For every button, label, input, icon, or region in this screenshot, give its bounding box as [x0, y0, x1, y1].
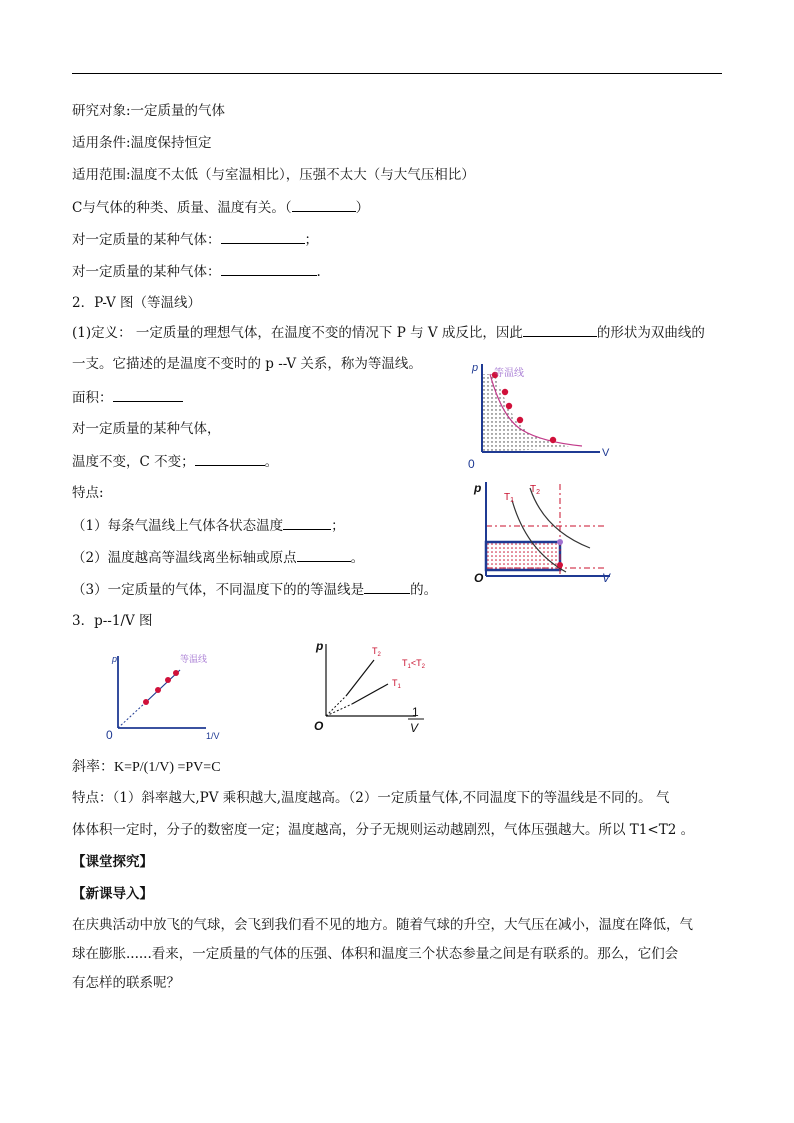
line-feature-3: （3）一定质量的气体，不同温度下的的等温线是 的。 — [72, 579, 437, 600]
axis-label-v: V — [602, 447, 610, 459]
state-point — [550, 437, 556, 443]
line-temp-const: 温度不变，C 不变； 。 — [72, 451, 278, 472]
label-t2: $T_2$ — [372, 646, 381, 658]
header-rule — [72, 73, 722, 74]
line-c-factors: C与气体的种类、质量、温度有关。（ ） — [72, 197, 369, 218]
shaded-area — [482, 374, 574, 452]
origin-label: O — [474, 571, 484, 585]
temperature-relation: $T_1<T_2$ — [402, 658, 425, 670]
fill-blank[interactable] — [364, 579, 410, 594]
line-research-object: 研究对象:一定质量的气体 — [72, 103, 226, 119]
state-point — [155, 687, 161, 693]
p-invv-two-lines-figure — [312, 634, 444, 734]
section-p-invv-heading: 3．p--1/V 图 — [72, 613, 153, 629]
fill-blank[interactable] — [297, 547, 351, 562]
state-point — [173, 670, 179, 676]
fill-blank[interactable] — [113, 387, 183, 402]
line-t1 — [352, 684, 388, 704]
line-definition-cont: 一支。它描述的是温度不变时的 p --V 关系，称为等温线。 — [72, 356, 422, 372]
fill-blank[interactable] — [195, 451, 265, 466]
axis-label-p: p — [316, 639, 324, 653]
origin-label: 0 — [106, 728, 113, 742]
line-feature-2: （2）温度越高等温线离坐标轴或原点 。 — [72, 547, 364, 568]
pv-isotherm-figure — [462, 356, 622, 472]
axis-label-v: V — [602, 571, 611, 585]
state-point — [506, 403, 512, 409]
label-t1: $T_1$ — [392, 678, 401, 690]
line-gas-1: 对一定质量的某种气体： ； — [72, 229, 318, 250]
isotherm-label: 等温线 — [180, 654, 208, 664]
label-t2: $T_2$ — [530, 484, 541, 496]
line-area: 面积： — [72, 387, 183, 408]
fill-blank[interactable] — [221, 229, 305, 244]
label-t1: $T_1$ — [504, 492, 515, 504]
fill-blank[interactable] — [292, 197, 356, 212]
section-pv-heading: 2．P-V 图（等温线） — [72, 295, 202, 311]
origin-label: O — [314, 719, 324, 733]
axis-label-p: p — [472, 362, 479, 374]
origin-label: 0 — [468, 457, 475, 471]
line-gas-3: 对一定质量的某种气体， — [72, 421, 221, 437]
line-definition: (1)定义： 一定质量的理想气体，在温度不变的情况下 P 与 V 成反比，因此 的形状为双曲线的 — [72, 322, 705, 343]
heading-lesson-intro: 【新课导入】 — [72, 886, 153, 902]
axis-label-one: 1 — [412, 705, 419, 719]
line-features-heading: 特点: — [72, 485, 104, 501]
paragraph-line-2: 球在膨胀......看来，一定质量的气体的压强、体积和温度三个状态参量之间是有联系的。那么，它们会 — [72, 946, 679, 962]
line-t2 — [346, 660, 374, 696]
p-invv-line-figure — [106, 648, 230, 744]
line-gas-2: 对一定质量的某种气体： . — [72, 261, 321, 282]
paragraph-line-3: 有怎样的联系呢？ — [72, 975, 180, 991]
state-point — [557, 539, 563, 545]
axis-label-p: p — [112, 654, 118, 664]
axis-label-v: V — [410, 721, 419, 735]
isotherm-label: 等温线 — [494, 368, 524, 379]
fill-blank[interactable] — [221, 261, 317, 276]
pv-two-isotherms-figure — [470, 478, 620, 586]
axis-label-invv: 1/V — [206, 731, 220, 741]
fill-blank[interactable] — [523, 322, 597, 337]
paragraph-line-1: 在庆典活动中放飞的气球，会飞到我们看不见的地方。随着气球的升空，大气压在减小，温度在降低，气 — [72, 917, 693, 933]
area-t1 — [486, 542, 560, 570]
state-point — [143, 699, 149, 705]
line-scope: 适用范围:温度不太低（与室温相比），压强不太大（与大气压相比） — [72, 167, 475, 183]
line-slope: 斜率：K=P/(1/V) =PV=C — [72, 760, 221, 775]
state-point — [502, 389, 508, 395]
state-point — [165, 677, 171, 683]
heading-class-inquiry: 【课堂探究】 — [72, 854, 153, 870]
line-feature-1: （1）每条气温线上气体各状态温度 ； — [72, 515, 345, 536]
line-features-invv-2: 体体积一定时，分子的数密度一定；温度越高，分子无规则运动越剧烈，气体压强越大。所以 T1<T2 。 — [72, 822, 695, 838]
fill-blank[interactable] — [283, 515, 331, 530]
state-point — [557, 562, 563, 568]
line-features-invv-1: 特点：（1）斜率越大,PV 乘积越大,温度越高。（2）一定质量气体,不同温度下的等温线是不同的。 气 — [72, 790, 670, 806]
state-point — [517, 417, 523, 423]
line-conditions: 适用条件:温度保持恒定 — [72, 135, 212, 151]
axis-label-p: p — [474, 481, 482, 495]
